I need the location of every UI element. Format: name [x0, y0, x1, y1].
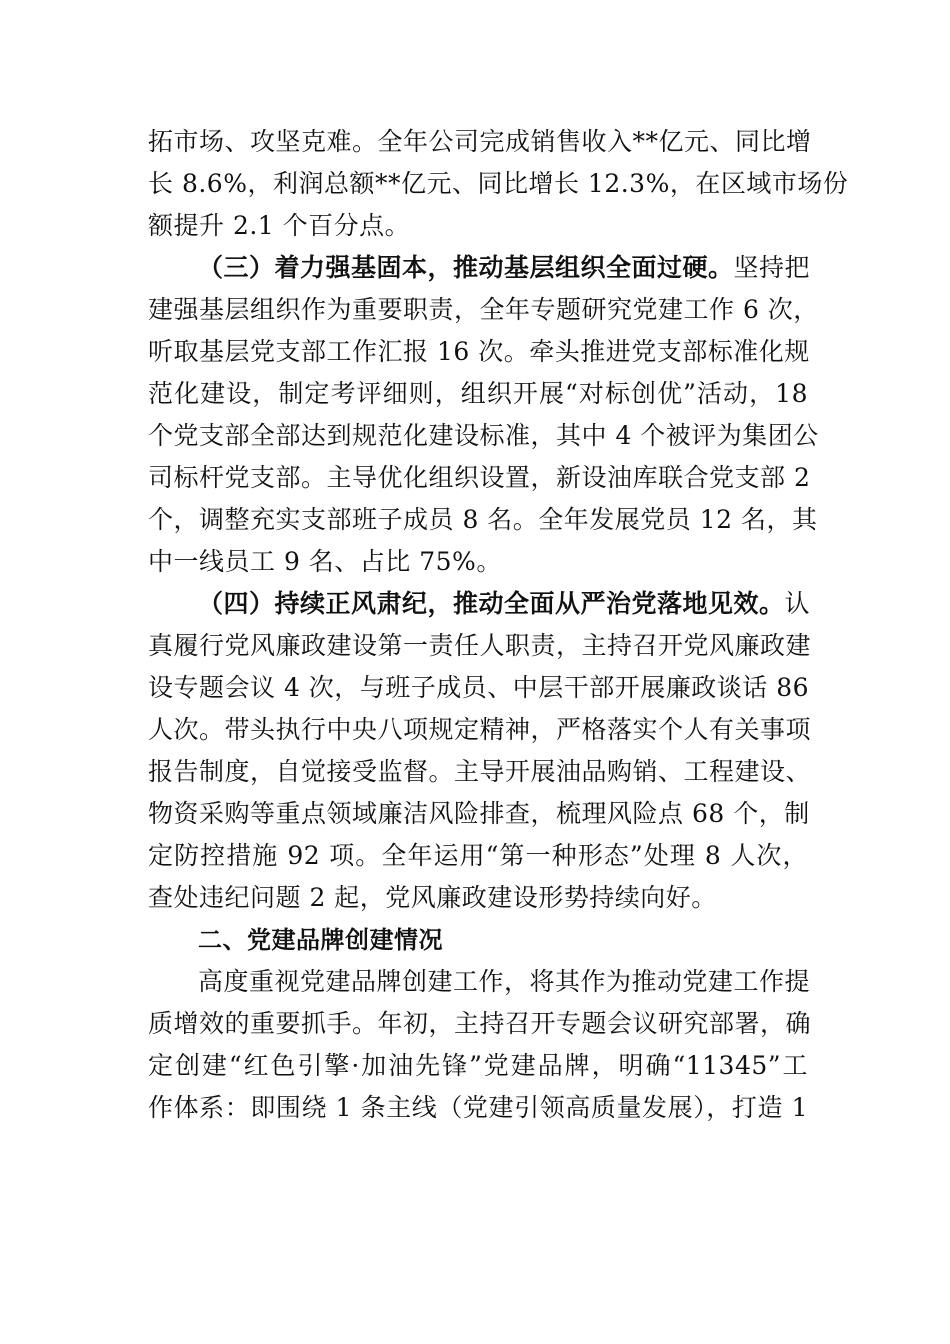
- body-line: 质增效的重要抓手。年初，主持召开专题会议研究部署，确: [148, 1009, 812, 1038]
- body-line: 建强基层组织作为重要职责，全年专题研究党建工作 6 次，: [148, 295, 819, 324]
- body-line: 设专题会议 4 次，与班子成员、中层干部开展廉政谈话 86: [148, 673, 810, 702]
- body-line: 长 8.6%，利润总额**亿元、同比增长 12.3%，在区域市场份: [148, 169, 849, 198]
- section-heading-2: 二、党建品牌创建情况: [198, 926, 443, 954]
- section-3-lead: （三）着力强基固本，推动基层组织全面过硬。: [198, 253, 734, 282]
- body-line: 物资采购等重点领域廉洁风险排查，梳理风险点 68 个，制: [148, 799, 810, 828]
- body-line: 听取基层党支部工作汇报 16 次。牵头推进党支部标准化规: [148, 337, 810, 366]
- body-line: 个，调整充实支部班子成员 8 名。全年发展党员 12 名，其: [148, 505, 818, 534]
- body-line: 高度重视党建品牌创建工作，将其作为推动党建工作提: [198, 967, 811, 996]
- section-4-first-line: [148, 584, 811, 624]
- body-line: 人次。带头执行中央八项规定精神，严格落实个人有关事项: [148, 715, 812, 744]
- section-4-lead: （四）持续正风肃纪，推动全面从严治党落地见效。: [198, 589, 785, 618]
- body-line: 中一线员工 9 名、占比 75%。: [148, 547, 502, 576]
- section-3-first-line: [148, 248, 811, 288]
- body-line: 真履行党风廉政建设第一责任人职责，主持召开党风廉政建: [148, 631, 812, 660]
- body-line: 定防控措施 92 项。全年运用“第一种形态”处理 8 人次，: [148, 841, 808, 870]
- body-line: 查处违纪问题 2 起，党风廉政建设形势持续向好。: [148, 883, 717, 912]
- body-line: 报告制度，自觉接受监督。主导开展油品购销、工程建设、: [148, 757, 812, 786]
- body-line: 额提升 2.1 个百分点。: [148, 211, 411, 240]
- body-line: 定创建“红色引擎·加油先锋”党建品牌，明确“11345”工: [148, 1051, 808, 1080]
- section-4-lead-tail: 认: [784, 589, 811, 618]
- body-line: 个党支部全部达到规范化建设标准，其中 4 个被评为集团公: [148, 421, 819, 450]
- body-line: 司标杆党支部。主导优化组织设置，新设油库联合党支部 2: [148, 463, 811, 492]
- body-line: 作体系：即围绕 1 条主线（党建引领高质量发展），打造 1: [148, 1093, 808, 1122]
- body-line: 范化建设，制定考评细则，组织开展“对标创优”活动，18: [148, 379, 808, 408]
- body-line: 拓市场、攻坚克难。全年公司完成销售收入**亿元、同比增: [148, 127, 812, 156]
- section-3-lead-tail: 坚持把: [733, 253, 811, 282]
